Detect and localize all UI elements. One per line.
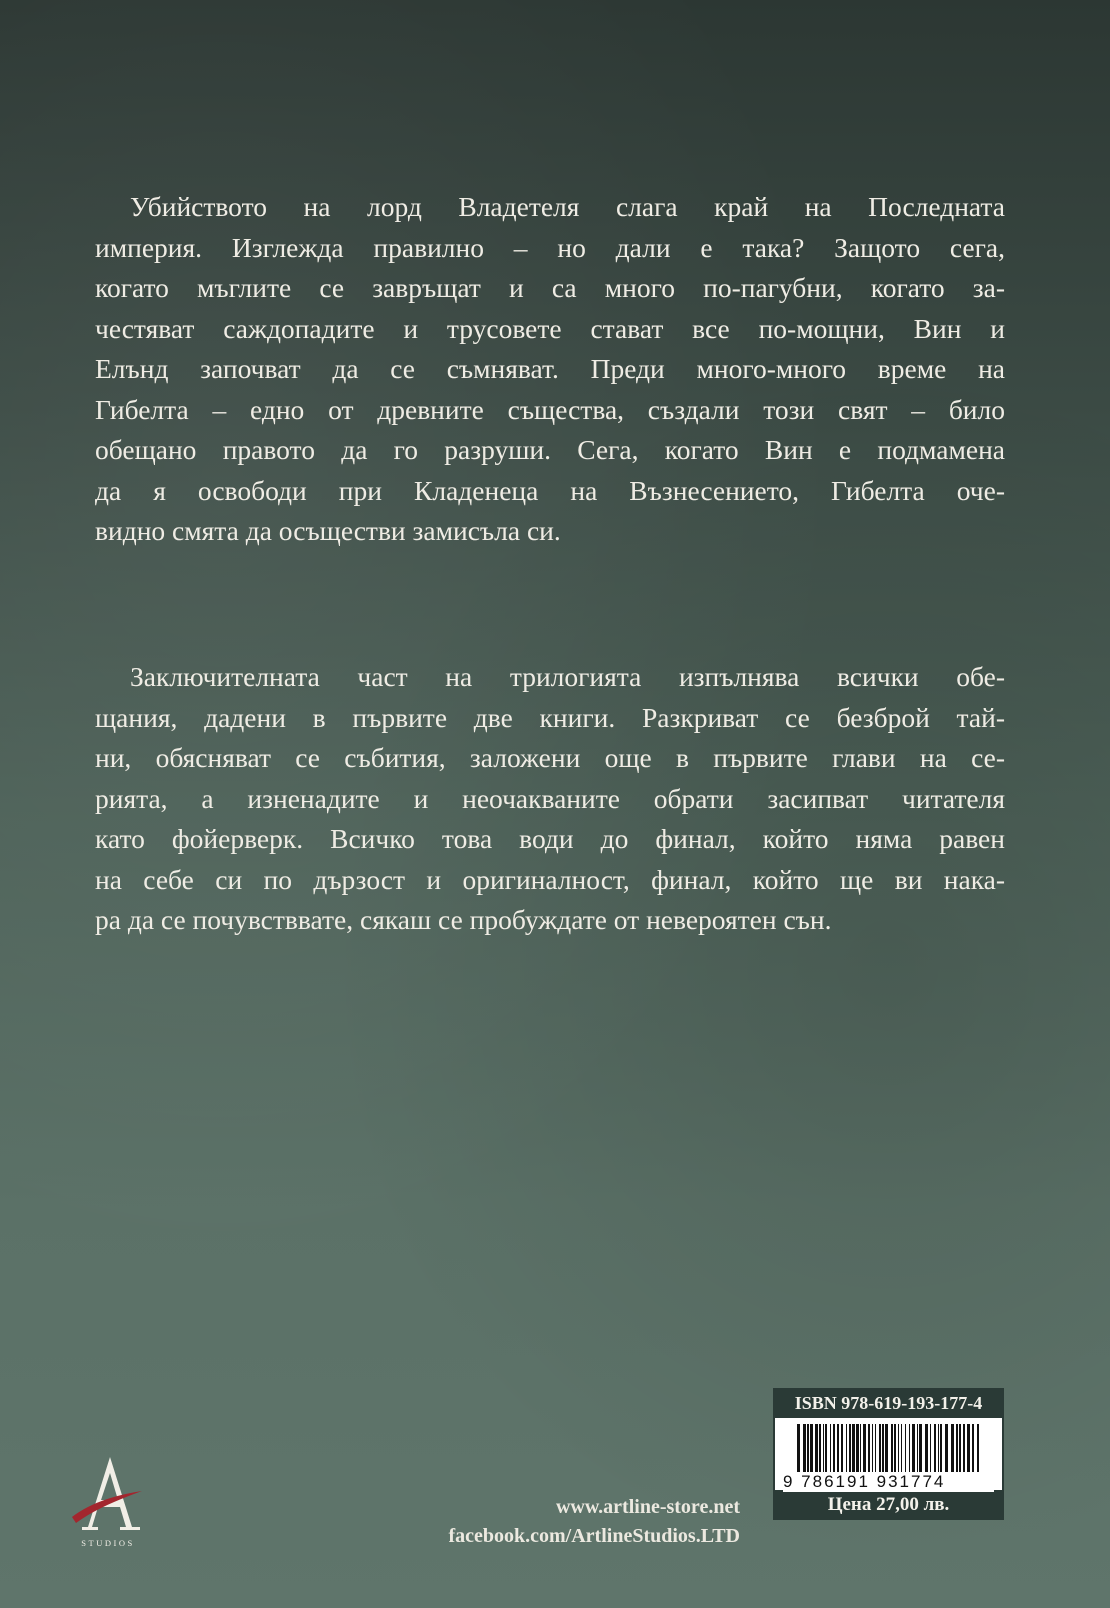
text-line: честяват саждопадите и трусовете стават все по-мощни, Вин и: [95, 312, 1005, 344]
barcode: [773, 1418, 1004, 1490]
barcode-bar: [863, 1424, 866, 1476]
barcode-bar: [815, 1424, 818, 1476]
barcode-bar: [940, 1424, 942, 1476]
barcode-bar: [934, 1424, 936, 1476]
barcode-bar: [837, 1424, 839, 1476]
barcode-bar: [882, 1424, 884, 1476]
text-line: империя. Изглежда правилно – но дали е така? Защото сега,: [95, 231, 1005, 263]
barcode-bar: [945, 1424, 948, 1476]
barcode-bar: [917, 1424, 918, 1476]
price-label: Цена 27,00 лв.: [773, 1490, 1004, 1520]
barcode-bar: [967, 1424, 970, 1476]
barcode-bar: [879, 1424, 881, 1476]
barcode-bar: [875, 1424, 876, 1476]
barcode-bar: [810, 1424, 813, 1476]
barcode-bar: [909, 1424, 910, 1476]
barcode-bar: [807, 1424, 809, 1476]
barcode-bar: [846, 1424, 847, 1476]
barcode-bar: [972, 1424, 974, 1476]
text-line: когато мъглите се завръщат и са много по-пагубни, когато за-: [95, 272, 1005, 303]
isbn-label: ISBN 978-619-193-177-4: [773, 1388, 1004, 1418]
text-line: Заключителната част на трилогията изпълнява всички обе-: [130, 661, 1005, 692]
barcode-bar: [938, 1424, 939, 1476]
barcode-bar: [856, 1424, 859, 1476]
artline-studios-logo: [70, 1455, 150, 1550]
publisher-links: [448, 1493, 740, 1551]
text-line: обещано правото да го разруши. Сега, когато Вин е подмамена: [95, 434, 1005, 465]
barcode-bar: [898, 1424, 899, 1476]
barcode-bar: [852, 1424, 855, 1476]
text-line: ра да се почувстввате, сякаш се пробуждате от невероятен сън.: [95, 904, 832, 935]
barcode-bar: [841, 1424, 843, 1476]
text-line: Убийството на лорд Владетеля слага край на Последната: [130, 191, 1005, 222]
text-line: на себе си по дързост и оригиналност, финал, който ще ви нака-: [95, 863, 1005, 895]
barcode-bar: [956, 1424, 958, 1476]
text-line: ни, обясняват се събития, заложени още в първите глави на се-: [95, 742, 1005, 773]
barcode-bar: [901, 1424, 902, 1476]
logo-text: STUDIOS: [81, 1538, 135, 1548]
barcode-bar: [860, 1424, 861, 1476]
barcode-bar: [830, 1424, 831, 1476]
text-line: да я освободи при Кладенеца на Възнесението, Гибелта оче-: [95, 474, 1005, 506]
description-paragraph-1: [95, 187, 1005, 552]
barcode-bar: [894, 1424, 896, 1476]
website-link[interactable]: www.artline-store.net: [555, 1496, 740, 1518]
barcode-bar: [959, 1424, 961, 1476]
barcode-bar: [930, 1424, 931, 1476]
text-line: Елънд започват да се съмняват. Преди много-много време на: [95, 353, 1005, 384]
barcode-bar: [823, 1424, 824, 1476]
text-line: щания, дадени в първите две книги. Разкриват се безброй тай-: [95, 701, 1005, 733]
barcode-bar: [868, 1424, 870, 1476]
barcode-digits: 9 786191 931774: [783, 1472, 994, 1492]
description-paragraph-2: [95, 657, 1005, 941]
isbn-barcode-block: [773, 1388, 1004, 1520]
text-line: Гибелта – едно от древните същества, създали този свят – било: [95, 393, 1005, 425]
barcode-bar: [919, 1424, 922, 1476]
barcode-bar: [825, 1424, 827, 1476]
barcode-bar: [849, 1424, 851, 1476]
barcode-bar: [905, 1424, 906, 1476]
barcode-bar: [819, 1424, 821, 1476]
barcode-bar: [925, 1424, 928, 1476]
text-line: рията, а изненадите и неочакваните обрати засипват читателя: [95, 782, 1005, 814]
text-line: видно смята да осъществи замисъла си.: [95, 515, 561, 546]
barcode-bar: [963, 1424, 965, 1476]
barcode-bar: [833, 1424, 835, 1476]
facebook-link[interactable]: facebook.com/ArtlineStudios.LTD: [448, 1525, 740, 1547]
barcode-bar: [885, 1424, 888, 1476]
barcode-bar: [803, 1424, 806, 1476]
barcode-bar: [912, 1424, 915, 1476]
barcode-bar: [891, 1424, 893, 1476]
barcode-bar: [872, 1424, 873, 1476]
text-line: като фойерверк. Всичко това води до финал, който няма равен: [95, 823, 1005, 854]
barcode-bar: [951, 1424, 954, 1476]
